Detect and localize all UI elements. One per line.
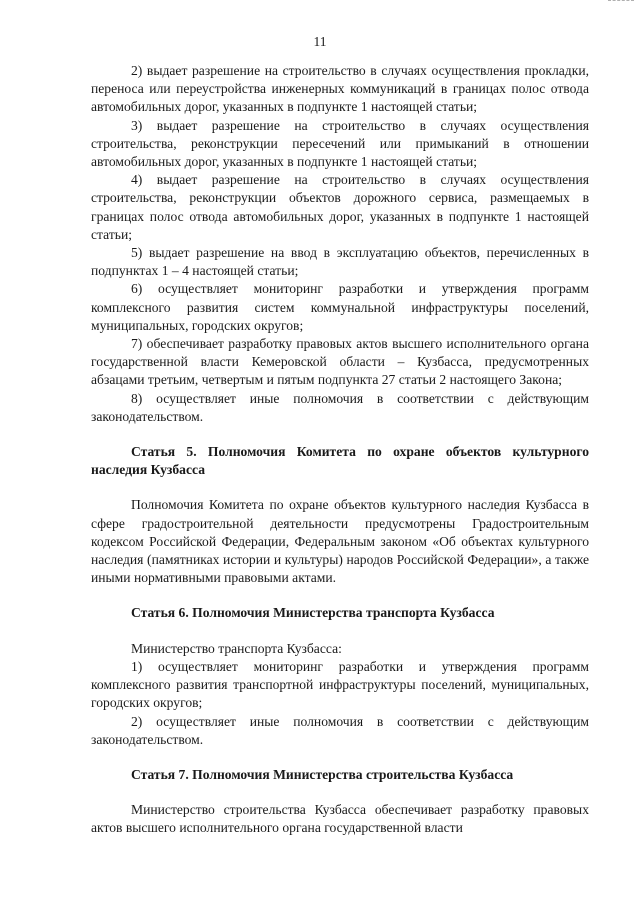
scan-corner-mark xyxy=(608,0,634,5)
article6-item-1: 1) осуществляет мониторинг разработки и утверждения программ комплексного развития транспортной инфраструктуры поселений, муниципальных, городских округов; xyxy=(91,658,589,711)
article7-text: Министерство строительства Кузбасса обеспечивает разработку правовых актов высшего исполнительного органа государственной власти xyxy=(91,802,589,836)
article4-item-7: 7) обеспечивает разработку правовых актов высшего исполнительного органа государственной власти Кемеровской области – Кузбасса, предусмотренных абзацами третьим, четвертым и пятым подпункта 27 статьи 2 настоящего Закона; xyxy=(91,336,589,388)
article4-item-6: 6) осуществляет мониторинг разработки и утверждения программ комплексного развития систем коммунальной инфраструктуры поселений, муниципальных, городских округов; xyxy=(91,281,589,333)
page-number: 11 xyxy=(313,34,327,49)
article4-item-8: 8) осуществляет иные полномочия в соответствии с действующим законодательством. xyxy=(91,390,589,424)
article4-item-3: 3) выдает разрешение на строительство в случаях осуществления строительства, реконструкции пересечений или примыканий в отношении автомобильных дорог, указанных в подпункте 1 настоящей статьи; xyxy=(91,117,589,170)
article4-item-5: 5) выдает разрешение на ввод в эксплуатацию объектов, перечисленных в подпунктах 1 – 4 настоящей статьи; xyxy=(91,245,589,279)
article6-intro: Министерство транспорта Кузбасса: xyxy=(131,640,342,656)
article5-text: Полномочия Комитета по охране объектов культурного наследия Кузбасса в сфере градостроительной деятельности предусмотрены Градостроительным кодексом Российской Федерации, Федеральным законом «Об объектах культурного наследия (памятниках истории и культуры) народов Российской Федерации», а также иными нормативными правовыми актами. xyxy=(91,497,589,586)
article4-item-2: 2) выдает разрешение на строительство в случаях осуществления прокладки, переноса или переустройства инженерных коммуникаций в границах полос отвода автомобильных дорог, указанных в подпункте 1 настоящей статьи; xyxy=(91,63,589,115)
article7-heading: Статья 7. Полномочия Министерства строительства Кузбасса xyxy=(131,766,514,782)
article4-item-4: 4) выдает разрешение на строительство в случаях осуществления строительства, реконструкции объектов дорожного сервиса, размещаемых в границах полос отвода автомобильных дорог, указанных в подпункте 1 настоящей статьи; xyxy=(91,172,589,242)
article5-heading: Статья 5. Полномочия Комитета по охране объектов культурного наследия Кузбасса xyxy=(91,444,589,478)
article6-heading: Статья 6. Полномочия Министерства транспорта Кузбасса xyxy=(131,605,495,621)
document-body xyxy=(91,62,589,838)
article6-item-2: 2) осуществляет иные полномочия в соответствии с действующим законодательством. xyxy=(91,713,589,747)
